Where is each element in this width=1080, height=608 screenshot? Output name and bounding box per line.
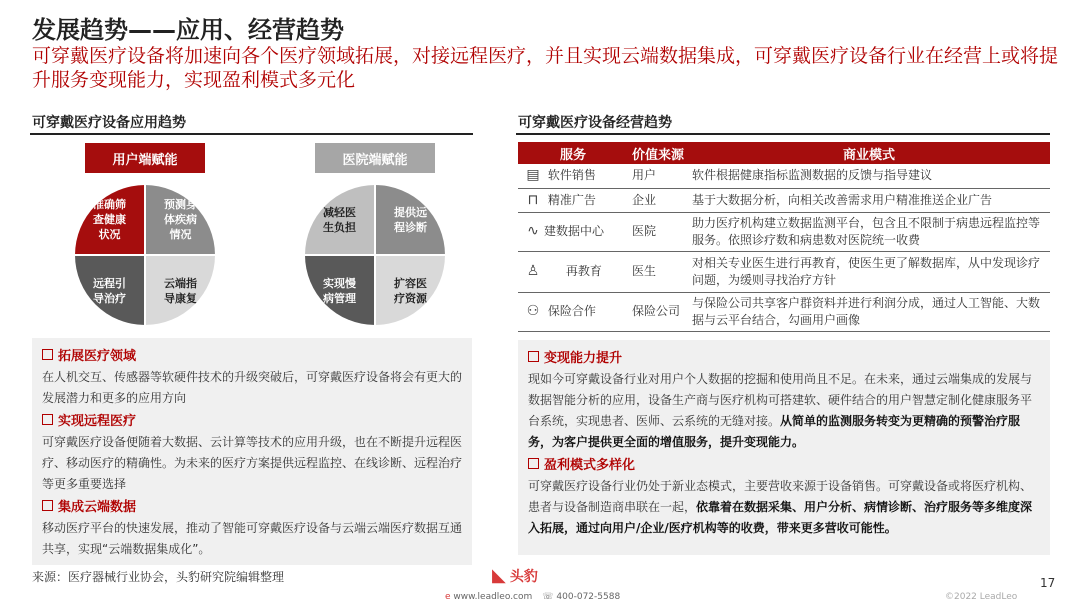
col-model: 商业模式 bbox=[688, 142, 1050, 164]
divider bbox=[516, 133, 1050, 135]
meeting-icon: ⚇ bbox=[526, 303, 540, 319]
pie-segment: 预测身体疾病情况 bbox=[146, 185, 215, 254]
business-table bbox=[518, 142, 1050, 332]
section-heading: 实现远程医疗 bbox=[42, 411, 462, 432]
section-body: 现如今可穿戴设备行业对用户个人数据的挖掘和使用尚且不足。在未来，通过云端集成的发展与数据智能分析的应用，设备生产商与医疗机构可搭建软、硬件结合的用户智慧定制化健康服务平台系统，实现患者、医师、云系统的无缝对接。从简单的监测服务转变为更精确的预警治疗服务，为客户提供更全面的增值服务，提升变现能力。 bbox=[528, 372, 1033, 449]
section-heading: 拓展医疗领域 bbox=[42, 346, 462, 367]
col-source: 价值来源 bbox=[628, 142, 688, 164]
pie-segment: 远程引导治疗 bbox=[75, 256, 144, 325]
table-row: ⚇ 保险合作 保险公司 与保险公司共享客户群资料并进行利润分成，通过人工智能、大数据与云平台结合，勾画用户画像 bbox=[518, 292, 1050, 331]
table-row: ♙ 再教育 医生 对相关专业医生进行再教育，使医生更了解数据库，从中发现诊疗问题，为缓则寻找治疗方针 bbox=[518, 251, 1050, 292]
pie-segment: 扩容医疗资源 bbox=[376, 256, 445, 325]
divider bbox=[30, 133, 473, 135]
section-body: 可穿戴医疗设备便随着大数据、云计算等技术的应用升级，也在不断提升远程医疗、移动医疗的精确性。为未来的医疗方案提供远程监控、在线诊断、远程治疗等更多重要选择 bbox=[42, 435, 463, 491]
hospital-tag: 医院端赋能 bbox=[315, 143, 435, 173]
contact: e www.leadleo.com ☏ 400-072-5588 bbox=[445, 592, 621, 602]
section-heading: 盈利模式多样化 bbox=[528, 455, 1040, 476]
logo: ◣ 头豹 bbox=[492, 565, 538, 586]
application-text-box bbox=[32, 338, 472, 565]
page-title: 发展趋势——应用、经营趋势 bbox=[32, 16, 344, 44]
section-heading: 变现能力提升 bbox=[528, 348, 1040, 369]
browser-icon: e bbox=[445, 592, 451, 602]
page-subtitle: 可穿戴医疗设备将加速向各个医疗领域拓展，对接远程医疗，并且实现云端数据集成，可穿戴医疗设备行业在经营上或将提升服务变现能力，实现盈利模式多元化 bbox=[32, 45, 1059, 91]
business-trend-heading: 可穿戴医疗设备经营趋势 bbox=[518, 115, 672, 131]
leopard-logo-icon: ◣ bbox=[492, 565, 506, 586]
pie-segment: 准确筛查健康状况 bbox=[75, 185, 144, 254]
pie-segment: 云端指导康复 bbox=[146, 256, 215, 325]
table-row: ⊓ 精准广告 企业 基于大数据分析，向相关改善需求用户精准推送企业广告 bbox=[518, 188, 1050, 212]
section-body: 在人机交互、传感器等软硬件技术的升级突破后，可穿戴医疗设备将会有更大的发展潜力和更多的应用方向 bbox=[42, 370, 463, 405]
table-row: ▤ 软件销售 用户 软件根据健康指标监测数据的反馈与指导建议 bbox=[518, 164, 1050, 188]
application-trend-heading: 可穿戴医疗设备应用趋势 bbox=[32, 115, 186, 131]
copyright: ©2022 LeadLeo bbox=[945, 592, 1018, 602]
pulse-line-icon: ∿ bbox=[527, 223, 539, 239]
document-icon: ▤ bbox=[526, 167, 540, 184]
table-row: ∿ 建数据中心 医院 助力医疗机构建立数据监测平台，包含且不限制于病患远程监控等服务。依照诊疗数和病患数对医院统一收费 bbox=[518, 212, 1050, 251]
teacher-icon: ♙ bbox=[526, 263, 540, 279]
user-tag: 用户端赋能 bbox=[85, 143, 205, 173]
section-heading: 集成云端数据 bbox=[42, 497, 462, 518]
business-text-box bbox=[518, 340, 1050, 555]
col-service: 服务 bbox=[518, 142, 628, 164]
section-body: 移动医疗平台的快速发展，推动了智能可穿戴医疗设备与云端云端医疗数据互通共享，实现“云端数据集成化”。 bbox=[42, 521, 463, 556]
pie-segment: 减轻医生负担 bbox=[305, 185, 374, 254]
pie-segment: 提供远程诊断 bbox=[376, 185, 445, 254]
pie-segment: 实现慢病管理 bbox=[305, 256, 374, 325]
website-link[interactable]: e www.leadleo.com bbox=[445, 592, 533, 602]
billboard-icon: ⊓ bbox=[527, 191, 539, 208]
user-pie bbox=[75, 185, 215, 325]
source-note: 来源：医疗器械行业协会，头豹研究院编辑整理 bbox=[32, 570, 285, 584]
phone-icon: ☏ bbox=[542, 592, 554, 602]
hospital-pie bbox=[305, 185, 445, 325]
page-number: 17 bbox=[1040, 576, 1056, 590]
section-body: 可穿戴医疗设备行业仍处于新业态模式，主要营收来源于设备销售。可穿戴设备或将医疗机构、患者与设备制造商串联在一起，依靠着在数据采集、用户分析、病情诊断、治疗服务等多维度深入拓展，通过向用户/企业/医疗机构等的收费，带来更多营收可能性。 bbox=[528, 479, 1033, 535]
